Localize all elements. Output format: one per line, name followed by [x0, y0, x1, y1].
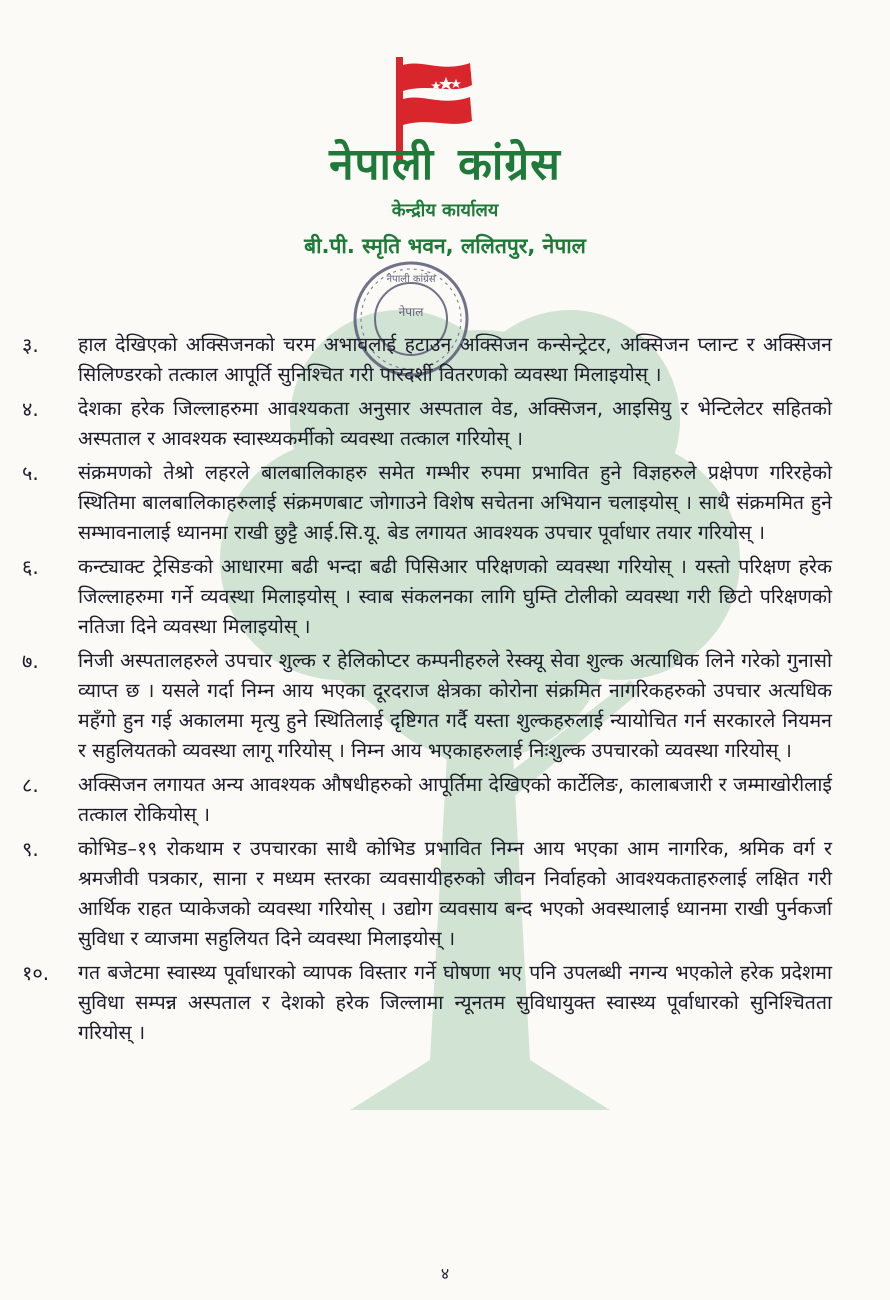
item-number: ४. [22, 397, 39, 421]
item-text: गत बजेटमा स्वास्थ्य पूर्वाधारको व्यापक विस्तार गर्ने घोषणा भए पनि उपलब्धी नगन्य भएकोले हरेक प्रदेशमा सुविधा सम्पन्न अस्पताल र देशको हरेक जिल्लामा न्यूनतम सुविधायुक्त स्वास्थ्य पूर्वाधारको सुनिश्चितता गरियोस् । [78, 961, 832, 1044]
item-text: संक्रमणको तेश्रो लहरले बालबालिकाहरु समेत गम्भीर रुपमा प्रभावित हुने विज्ञहरुले प्रक्षेपण गरिरहेको स्थितिमा बालबालिकाहरुलाई संक्रमणबाट जोगाउने विशेष सचेतना अभियान चलाइयोस् । साथै संक्रममित हुने सम्भावनालाई ध्यानमा राखी छुट्टै आई.सि.यू. बेड लगायत आवश्यक उपचार पूर्वाधार तयार गरियोस् । [78, 461, 832, 544]
item-text: अक्सिजन लगायत अन्य आवश्यक औषधीहरुको आपूर्तिमा देखिएको कार्टेलिङ, कालाबजारी र जम्माखोरीलाई तत्काल रोकियोस् । [78, 773, 832, 826]
demands-list [22, 330, 832, 1052]
office-name: केन्द्रीय कार्यालय [391, 200, 499, 221]
item-number: ३. [22, 333, 39, 357]
list-item [22, 552, 832, 642]
list-item [22, 770, 832, 830]
item-text: निजी अस्पतालहरुले उपचार शुल्क र हेलिकोप्टर कम्पनीहरुले रेस्क्यू सेवा शुल्क अत्याधिक लिने गरेको गुनासो व्याप्त छ । यसले गर्दा निम्न आय भएका दूरदराज क्षेत्रका कोरोना संक्रमित नागरिकहरुको उपचार अत्यधिक महँगो हुन गई अकालमा मृत्यु हुने स्थितिलाई दृष्टिगत गर्दै यस्ता शुल्कहरुलाई न्यायोचित गर्न सरकारले नियमन र सहुलियतको व्यवस्था लागू गरियोस् । निम्न आय भएकाहरुलाई निःशुल्क उपचारको व्यवस्था गरियोस् । [78, 649, 832, 762]
office-address: बी.पी. स्मृति भवन, ललितपुर, नेपाल [304, 234, 586, 258]
organization-name-right: कांग्रेस [458, 139, 561, 190]
svg-text:नेपाली कांग्रेस: नेपाली कांग्रेस [386, 274, 436, 285]
item-number: १०. [22, 961, 50, 985]
item-number: ५. [22, 461, 39, 485]
item-number: ९. [22, 837, 39, 861]
list-item [22, 834, 832, 954]
item-number: ८. [22, 773, 39, 797]
list-item [22, 458, 832, 548]
list-item [22, 646, 832, 766]
organization-name-left: नेपाली [329, 139, 435, 190]
item-text: कन्ट्याक्ट ट्रेसिङको आधारमा बढी भन्दा बढी पिसिआर परिक्षणको व्यवस्था गरियोस् । यस्तो परिक्षण हरेक जिल्लाहरुमा गर्ने व्यवस्था मिलाइयोस् । स्वाब संकलनका लागि घुम्ति टोलीको व्यवस्था गरी छिटो परिक्षणको नतिजा दिने व्यवस्था मिलाइयोस् । [78, 555, 832, 638]
svg-text:नेपाल: नेपाल [398, 305, 424, 319]
item-text: देशका हरेक जिल्लाहरुमा आवश्यकता अनुसार अस्पताल वेड, अक्सिजन, आइसियु र भेन्टिलेटर सहितको अस्पताल र आवश्यक स्वास्थ्यकर्मीको व्यवस्था तत्काल गरियोस् । [78, 397, 832, 450]
organization-name [0, 132, 890, 192]
list-item [22, 394, 832, 454]
item-number: ७. [22, 649, 39, 673]
item-text: हाल देखिएको अक्सिजनको चरम अभावलाई हटाउन अक्सिजन कन्सेन्ट्रेटर, अक्सिजन प्लान्ट र अक्सिजन सिलिण्डरको तत्काल आपूर्ति सुनिश्चित गरी पारदर्शी वितरणको व्यवस्था मिलाइयोस् । [78, 333, 832, 386]
list-item [22, 958, 832, 1048]
page-number: ४ [440, 1264, 450, 1283]
item-number: ६. [22, 555, 39, 579]
list-item [22, 330, 832, 390]
item-text: कोभिड–१९ रोकथाम र उपचारका साथै कोभिड प्रभावित निम्न आय भएका आम नागरिक, श्रमिक वर्ग र श्रमजीवी पत्रकार, साना र मध्यम स्तरका व्यवसायीहरुको जीवन निर्वाहको आवश्यकताहरुलाई लक्षित गरी आर्थिक राहत प्याकेजको व्यवस्था गरियोस् । उद्योग व्यवसाय बन्द भएको अवस्थालाई ध्यानमा राखी पुर्नकर्जा सुविधा र व्याजमा सहुलियत दिने व्यवस्था मिलाइयोस् । [78, 837, 832, 950]
